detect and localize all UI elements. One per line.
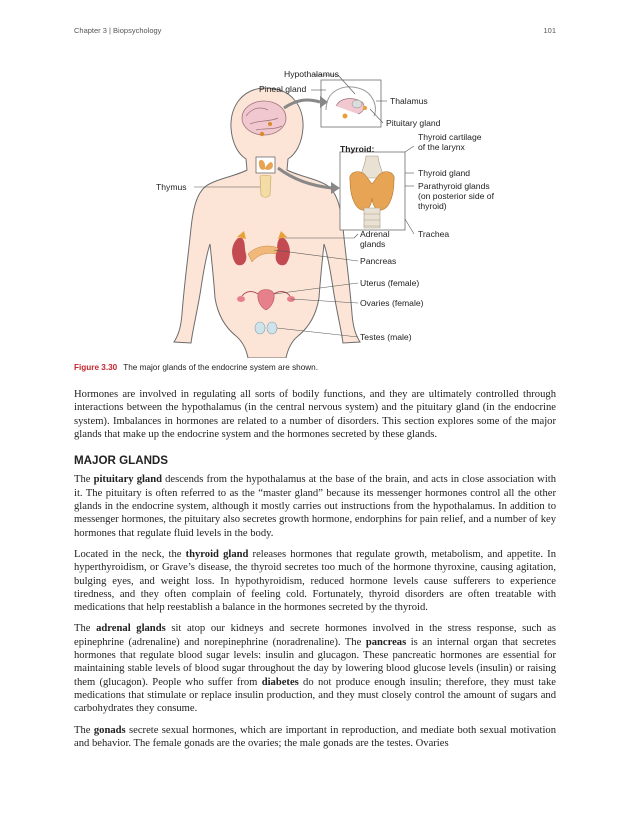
text-run: The <box>74 724 94 736</box>
label-thymus: Thymus <box>156 182 187 192</box>
label-pineal-gland: Pineal gland <box>259 84 307 94</box>
brain <box>242 101 286 135</box>
term-diabetes: diabetes <box>261 676 299 688</box>
text-run: descends from the hypothalamus at the base of the brain, and acts in close association with it. The pituitary is often referred to as the “master gland” because its messenger hormones control all the other glands in the endocrine system, although it mostly carries out instructions from the hypothalamus. In addition to messenger hormones, the pituitary also secretes growth hormone, endorphins for pain relief, and a number of key hormones that regulate fluid levels in the body. <box>74 474 556 539</box>
gonads-paragraph <box>74 724 556 751</box>
text-run: Located in the neck, the <box>74 548 186 560</box>
adrenal-paragraph <box>74 622 556 715</box>
term-pancreas: pancreas <box>365 636 407 648</box>
chapter-title: Chapter 3 | Biopsychology <box>74 26 162 35</box>
label-hypothalamus: Hypothalamus <box>284 69 339 79</box>
term-gonads: gonads <box>93 724 126 736</box>
label-parathyroid: Parathyroid glands (on posterior side of thyroid) <box>418 181 494 211</box>
text-run: The <box>74 623 97 635</box>
text-run: secrete sexual hormones, which are important in reproduction, and mediate both sexual motivation and behavior. The female gonads are the ovaries; the male gonads are the testes. Ovaries <box>74 724 556 749</box>
label-uterus: Uterus (female) <box>360 278 420 288</box>
pituitary-paragraph <box>74 473 556 539</box>
text-run: is an internal organ that secretes hormones that regulate blood sugar levels: insulin and glucagon. These pancreatic hormones are essential for maintaining stable levels of blood sugar throughout the day by lowering blood glucose levels (insulin) or raising them (glucagon). People who suffer from <box>74 636 556 688</box>
text-run: do not produce enough insulin; therefore, they must take medications that stimulate or replace insulin production, and they must closely control the amount of sugars and carbohydrates they consume. <box>74 676 557 715</box>
text-run: The <box>74 474 94 486</box>
label-thyroid-title: Thyroid: <box>340 144 375 154</box>
term-thyroid: thyroid gland <box>185 548 249 560</box>
label-ovaries: Ovaries (female) <box>360 298 424 308</box>
pituitary-dot <box>260 132 264 136</box>
intro-paragraph: Hormones are involved in regulating all sorts of bodily functions, and they are ultimately controlled through interactions between the hypothalamus (in the central nervous system) and the pituitary gland (in the endocrine system). Imbalances in hormones are related to a number of disorders. This section explores some of the major glands that make up the endocrine system and the hormones secreted by these glands. <box>74 389 556 440</box>
term-adrenal: adrenal glands <box>96 623 166 635</box>
thymus <box>260 175 271 197</box>
label-thyroid-cartilage: Thyroid cartilage of the larynx <box>418 132 482 152</box>
page-number: 101 <box>543 26 556 35</box>
label-thyroid-gland: Thyroid gland <box>418 168 471 178</box>
pineal-dot <box>268 122 272 126</box>
left-ovary <box>237 296 245 302</box>
label-adrenal-glands: Adrenal glands <box>360 229 390 249</box>
term-pituitary: pituitary gland <box>93 474 163 486</box>
text-run: sit atop our kidneys and secrete hormones involved in the stress response, such as epinephrine (adrenaline) and norepinephrine (noradrenaline). The <box>74 623 557 648</box>
label-pancreas: Pancreas <box>360 256 397 266</box>
label-pituitary-gland: Pituitary gland <box>386 118 441 128</box>
endocrine-figure <box>74 58 556 358</box>
right-testis <box>267 322 277 334</box>
caption-text: The major glands of the endocrine system are shown. <box>123 363 319 372</box>
label-testes: Testes (male) <box>360 332 412 342</box>
figure-number: Figure 3.30 <box>74 363 118 372</box>
page-header <box>74 26 556 38</box>
figure-caption <box>74 363 556 372</box>
left-testis <box>255 322 265 334</box>
text-run: releases hormones that regulate growth, metabolism, and appetite. In hyperthyroidism, or Grave’s disease, the thyroid secretes too much of the hormone thyroxine, causing agitation, bulging eyes, and weight loss. In hypothyroidism, reduced hormone levels cause sufferers to experience tiredness, and they often complain of feeling cold. Fortunately, thyroid disorders are often treatable with medications that help reestablish a balance in the hormones secreted by the thyroid. <box>74 548 556 614</box>
label-trachea: Trachea <box>418 229 450 239</box>
thyroid-paragraph <box>74 548 556 614</box>
label-thalamus: Thalamus <box>390 96 428 106</box>
body-text <box>74 388 556 758</box>
section-heading: MAJOR GLANDS <box>74 454 169 468</box>
